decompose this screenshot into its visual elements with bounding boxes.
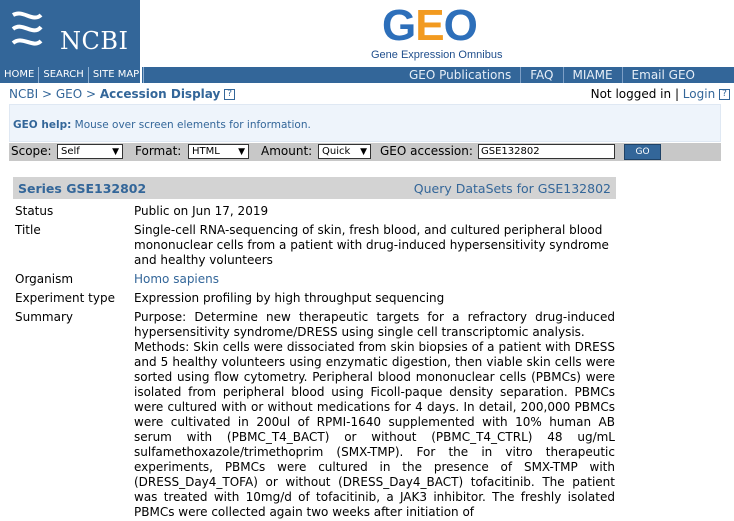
- experiment-type-label: Experiment type: [15, 291, 115, 305]
- series-header: [13, 177, 616, 199]
- nav-search[interactable]: SEARCH: [39, 67, 88, 83]
- title-value: Single-cell RNA-sequencing of skin, fresh blood, and cultured peripheral blood mononuclear cells from a patient with drug-induced hypersensitivity syndrome and healthy volunteers: [134, 223, 609, 267]
- summary-value: [134, 310, 615, 520]
- format-select-value: HTML: [192, 146, 220, 157]
- geo-help-box: [9, 104, 721, 142]
- chevron-down-icon: ▼: [112, 147, 119, 157]
- nav-email-geo[interactable]: Email GEO: [622, 67, 704, 83]
- amount-select[interactable]: [318, 144, 371, 159]
- scope-label: Scope:: [11, 144, 52, 158]
- help-icon[interactable]: ?: [719, 89, 730, 100]
- geo-logo-mark: GEO: [382, 1, 477, 50]
- nav-faq[interactable]: FAQ: [520, 67, 562, 83]
- nav-home[interactable]: HOME: [0, 67, 39, 83]
- title-label: Title: [15, 223, 41, 237]
- scope-select[interactable]: [57, 144, 123, 159]
- login-link[interactable]: Login: [682, 87, 716, 101]
- query-datasets-link[interactable]: Query DataSets for GSE132802: [413, 181, 611, 196]
- login-sep: |: [671, 87, 683, 101]
- ncbi-helix-icon: [9, 9, 45, 49]
- organism-label: Organism: [15, 272, 74, 286]
- accession-input[interactable]: GSE132802: [478, 144, 615, 159]
- status-label: Status: [15, 204, 54, 218]
- chevron-down-icon: ▼: [238, 147, 245, 157]
- breadcrumb-ncbi[interactable]: NCBI: [9, 87, 39, 101]
- breadcrumb-sep: >: [38, 87, 56, 101]
- geo-help-text: Mouse over screen elements for information.: [71, 119, 311, 131]
- scope-select-value: Self: [61, 146, 80, 157]
- series-title: Series GSE132802: [18, 181, 147, 196]
- ncbi-logo[interactable]: [0, 0, 140, 67]
- go-button[interactable]: GO: [624, 144, 661, 160]
- login-status-text: Not logged in: [590, 87, 672, 101]
- format-select[interactable]: [188, 144, 249, 159]
- breadcrumb: [9, 87, 235, 101]
- login-status: [591, 87, 730, 101]
- accession-label: GEO accession:: [380, 144, 473, 158]
- summary-purpose: Purpose: Determine new therapeutic targets for a refractory drug-induced hypersensitivity syndrome/DRESS using single cell transcriptomic analysis.: [134, 310, 615, 339]
- geo-logo[interactable]: [362, 3, 512, 63]
- breadcrumb-current: Accession Display: [99, 87, 221, 101]
- status-value: Public on Jun 17, 2019: [134, 204, 269, 218]
- amount-label: Amount:: [261, 144, 313, 158]
- nav-geo-publications[interactable]: GEO Publications: [409, 68, 512, 82]
- amount-select-value: Quick: [322, 146, 351, 157]
- query-bar: [9, 143, 721, 161]
- nav-divider: [140, 67, 142, 83]
- nav-miame[interactable]: MIAME: [563, 67, 622, 83]
- breadcrumb-geo[interactable]: GEO: [55, 87, 83, 101]
- top-navbar: [0, 67, 734, 83]
- summary-label: Summary: [15, 310, 73, 324]
- organism-link[interactable]: Homo sapiens: [134, 272, 220, 286]
- ncbi-logo-text: NCBI: [60, 27, 129, 55]
- summary-methods: Methods: Skin cells were dissociated from skin biopsies of a patient with DRESS and 5 healthy volunteers using enzymatic digestion, then viable skin cells were sorted using flow cytometry. Peripheral blood mononuclear cells (PBMCs) were isolated from peripheral blood using Ficoll-paque density separation. PBMCs were cultured with or without medications for 4 days. In detail, 200,000 PBMCs were cultivated in 200ul of RPMI-1640 supplemented with 10% human AB serum with (PBMC_T4_BACT) or without (PBMC_T4_CTRL) 48 ug/mL sulfamethoxazole/trimethoprim (SMX-TMP). For the in vitro therapeutic experiments, PBMCs were cultured in the presence of SMX-TMP with (DRESS_Day4_TOFA) or without (DRESS_Day4_BACT) tofacitinib. The patient was treated with 10mg/d of tofacitinib, a JAK3 inhibitor. The freshly isolated PBMCs were collected again two weeks after initiation of: [134, 340, 615, 519]
- geo-help-label: GEO help:: [13, 119, 72, 131]
- experiment-type-value: Expression profiling by high throughput sequencing: [134, 291, 445, 305]
- nav-site-map[interactable]: SITE MAP: [89, 67, 144, 83]
- breadcrumb-sep: >: [82, 87, 100, 101]
- help-icon[interactable]: ?: [224, 89, 235, 100]
- format-label: Format:: [135, 144, 182, 158]
- geo-logo-subtitle: Gene Expression Omnibus: [371, 49, 503, 61]
- chevron-down-icon: ▼: [360, 147, 367, 157]
